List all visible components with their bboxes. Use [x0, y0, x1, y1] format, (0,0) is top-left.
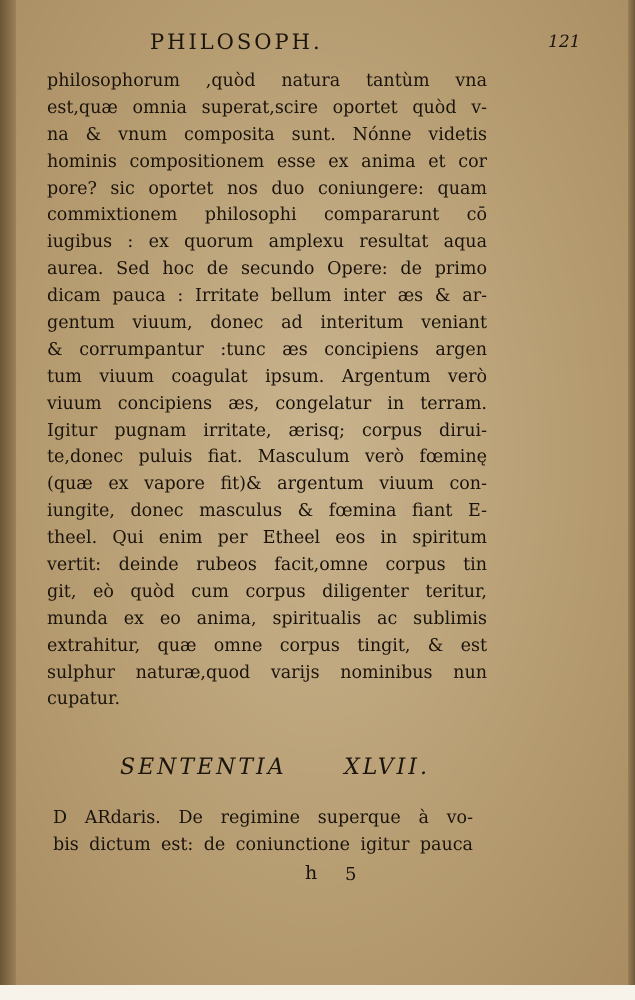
text-line: vertit: deinde rubeos facit,omne corpus tin [47, 555, 487, 576]
text-line: & corrumpantur :tunc æs concipiens argen [47, 339, 487, 360]
section-text-block [53, 805, 473, 859]
text-line: est,quæ omnia superat,scire oportet quòd v- [47, 97, 487, 118]
text-line: extrahitur, quæ omne corpus tingit, & est [47, 635, 487, 656]
text-line: viuum concipiens æs, congelatur in terram. [47, 393, 487, 414]
main-text-block [47, 68, 487, 713]
page-edge-bottom [0, 985, 635, 1000]
text-line: Igitur pugnam irritate, ærisq; corpus dirui- [47, 420, 487, 441]
text-line: munda ex eo anima, spiritualis ac sublimis [47, 608, 487, 629]
catchword: h [305, 862, 318, 884]
text-line: D ARdaris. De regimine superque à vo- [53, 808, 473, 828]
text-line: iugibus : ex quorum amplexu resultat aqua [47, 232, 487, 253]
section-heading: SENTENTIA XLVII. [120, 755, 430, 780]
text-line: commixtionem philosophi compararunt cō [47, 205, 487, 226]
page-number: 121 [548, 32, 581, 52]
page-edge-right [628, 0, 635, 1000]
text-line: git, eò quòd cum corpus diligenter teritur, [47, 581, 487, 602]
text-line: cupatur. [47, 689, 121, 710]
text-line: dicam pauca : Irritate bellum inter æs & ar- [47, 286, 487, 307]
binding-gutter [0, 0, 16, 990]
text-line: sulphur naturæ,quod varijs nominibus nun [47, 662, 487, 683]
text-line: iungite, donec masculus & fœmina fiant E- [47, 501, 487, 522]
text-line: aurea. Sed hoc de secundo Opere: de primo [47, 259, 487, 280]
running-title: PHILOSOPH. [150, 30, 323, 54]
text-line: philosophorum ,quòd natura tantùm vna [47, 71, 487, 91]
text-line: te,donec puluis fiat. Masculum verò fœminę [47, 447, 487, 468]
text-line: (quæ ex vapore fit)& argentum viuum con- [47, 474, 487, 495]
text-line: pore? sic oportet nos duo coniungere: quam [47, 178, 487, 199]
text-line: theel. Qui enim per Etheel eos in spiritum [47, 528, 487, 549]
text-line: tum viuum coagulat ipsum. Argentum verò [47, 366, 487, 387]
text-line: na & vnum composita sunt. Nónne videtis [47, 124, 487, 145]
signature-mark: 5 [345, 864, 357, 885]
text-line: gentum viuum, donec ad interitum veniant [47, 313, 487, 334]
text-line: bis dictum est: de coniunctione igitur pauca [53, 834, 473, 855]
text-line: hominis compositionem esse ex anima et cor [47, 151, 487, 172]
